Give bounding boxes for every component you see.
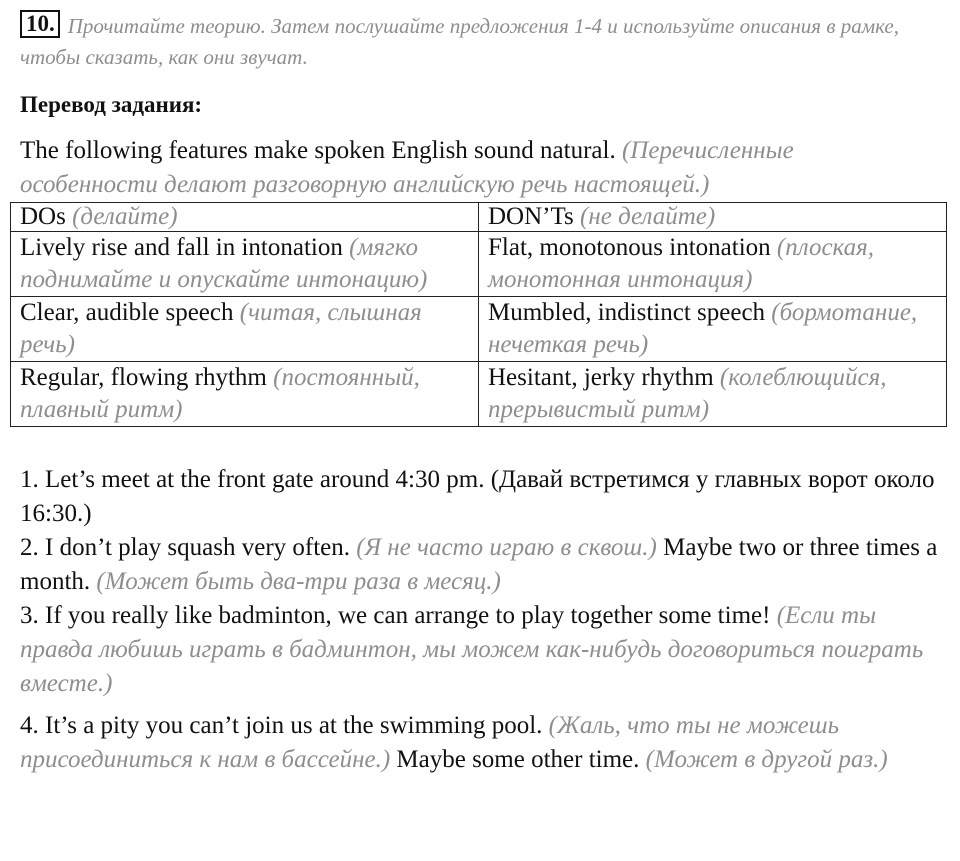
task-header [20,10,950,73]
dont-en: Mumbled, indistinct speech [488,299,766,326]
do-en: Regular, flowing rhythm [20,364,267,391]
intro-english: The following features make spoken English sound natural. [20,137,616,164]
sentence-list [20,463,945,777]
header-dos-cell [11,203,479,232]
sentence-3 [20,599,945,701]
dont-ru: (плоская, монотонная интонация) [488,234,874,293]
dont-cell [479,362,947,427]
dos-donts-table [10,202,947,427]
table-row [11,362,947,427]
sentence-translation-continued: (Может в другой раз.) [645,746,888,773]
table-row [11,232,947,297]
header-donts-cell [479,203,947,232]
sentence-english: 4. It’s a pity you can’t join us at the swimming pool. [20,712,543,739]
task-instruction: Прочитайте теорию. Затем послушайте предложения 1-4 и используйте описания в рамке, чтобы сказать, как они звучат. [20,14,899,69]
intro-russian: (Перечисленные особенности делают разговорную английскую речь настоящей.) [20,137,794,198]
do-cell [11,297,479,362]
sentence-english: 3. If you really like badminton, we can arrange to play together some time! [20,602,771,629]
sentence-1 [20,463,945,531]
sentence-translation: (Я не часто играю в сквош.) [356,534,657,561]
dont-ru: (бормотание, нечеткая речь) [488,299,918,358]
sentence-4 [20,709,945,777]
do-cell [11,362,479,427]
sentence-english: 1. Let’s meet at the front gate around 4:30 pm. (Давай встретимся у главных ворот около 16:30.) [20,466,935,527]
sentence-english-continued: Maybe two or three times a month. [20,534,938,595]
section-title: Перевод задания: [20,92,203,117]
dont-en: Flat, monotonous intonation [488,234,771,261]
sentence-2 [20,531,945,599]
sentence-translation: (Если ты правда любишь играть в бадминтон, мы можем как-нибудь договориться поиграть вместе.) [20,602,924,697]
sentence-english: 2. I don’t play squash very often. [20,534,351,561]
do-en: Clear, audible speech [20,299,234,326]
sentence-translation: (Жаль, что ты не можешь присоединиться к нам в бассейне.) [20,712,839,773]
page [20,10,950,777]
do-cell [11,232,479,297]
do-ru: (мягко поднимайте и опускайте интонацию) [20,234,428,293]
table-row [11,297,947,362]
dont-ru: (колеблющийся, прерывистый ритм) [488,364,887,423]
table-header-row [11,203,947,232]
do-en: Lively rise and fall in intonation [20,234,343,261]
header-dos-en: DOs [20,203,66,230]
intro-paragraph [20,134,920,202]
header-donts-ru: (не делайте) [580,203,716,230]
task-number: 10. [20,10,60,38]
dont-en: Hesitant, jerky rhythm [488,364,714,391]
do-ru: (читая, слышная речь) [20,299,422,358]
dont-cell [479,297,947,362]
header-donts-en: DON’Ts [488,203,574,230]
sentence-translation-continued: (Может быть два-три раза в месяц.) [96,568,501,595]
header-dos-ru: (делайте) [72,203,178,230]
dont-cell [479,232,947,297]
do-ru: (постоянный, плавный ритм) [20,364,420,423]
sentence-english-continued: Maybe some other time. [396,746,640,773]
